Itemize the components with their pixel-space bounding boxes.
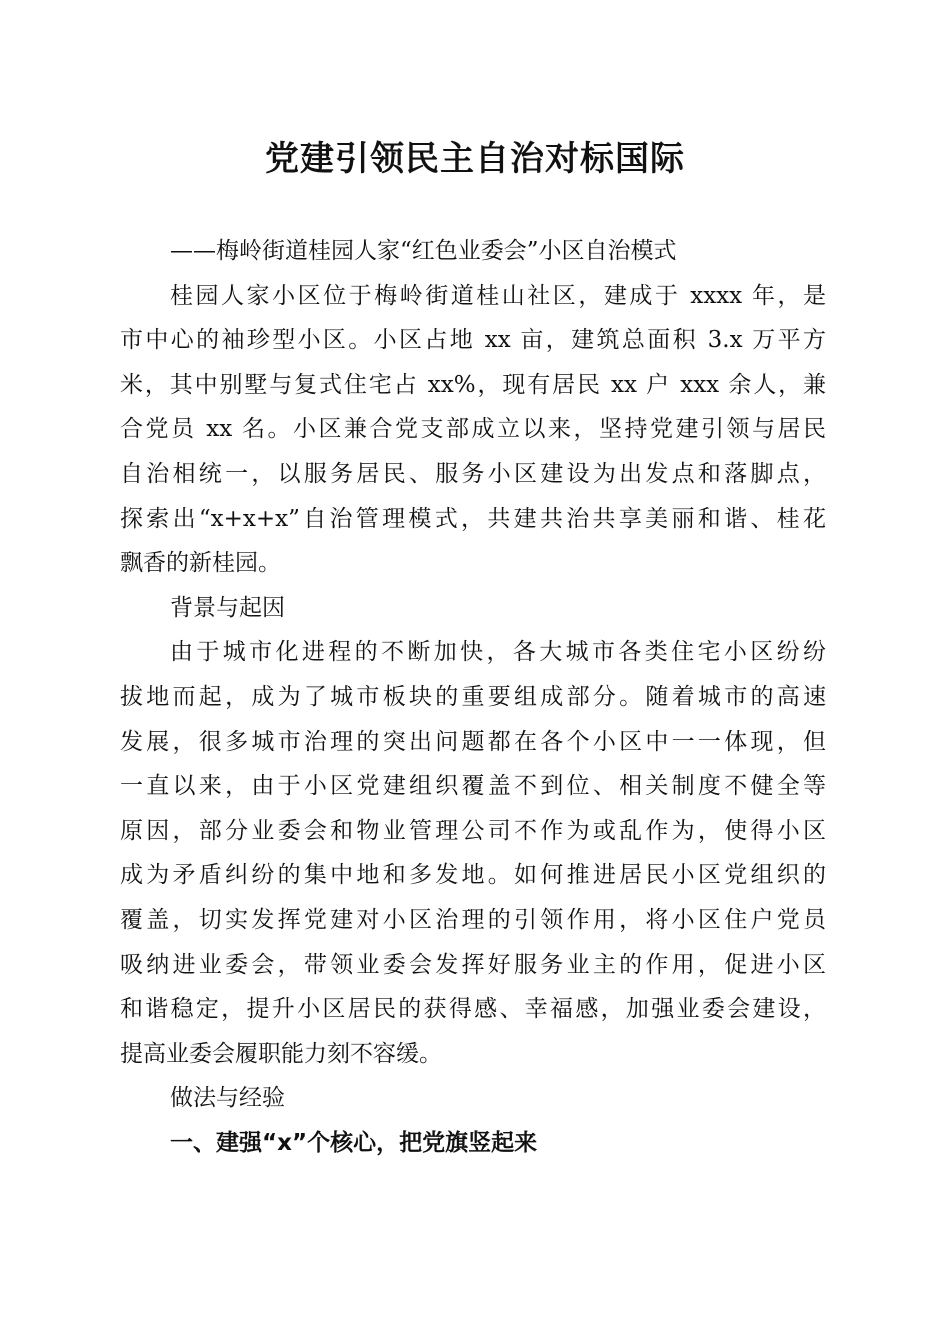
document-body [120, 229, 826, 1165]
paragraph-line: 一直以来，由于小区党建组织覆盖不到位、相关制度不健全等 [120, 773, 826, 800]
paragraph-line: 飘香的新桂园。 [120, 550, 281, 577]
paragraph-line: 由于城市化进程的不断加快，各大城市各类住宅小区纷纷 [170, 639, 826, 666]
paragraph-line: 自治相统一，以服务居民、服务小区建设为出发点和落脚点， [120, 460, 826, 487]
paragraph-line: 吸纳进业委会，带领业委会发挥好服务业主的作用，促进小区 [120, 951, 826, 978]
paragraph-line: 和谐稳定，提升小区居民的获得感、幸福感，加强业委会建设， [120, 996, 826, 1023]
subheading-core: 一、建强“x”个核心，把党旗竖起来 [170, 1129, 538, 1156]
section-heading-background: 背景与起因 [170, 594, 285, 621]
paragraph-line: 米，其中别墅与复式住宅占 xx%，现有居民 xx 户 xxx 余人，兼 [120, 371, 826, 398]
section-heading-practice: 做法与经验 [170, 1085, 285, 1112]
paragraph-line: 覆盖，切实发挥党建对小区治理的引领作用，将小区住户党员 [120, 906, 826, 933]
document-title: 党建引领民主自治对标国际 [265, 139, 685, 179]
paragraph-line: 提高业委会履职能力刻不容缓。 [120, 1040, 442, 1067]
paragraph-line: 原因，部分业委会和物业管理公司不作为或乱作为，使得小区 [120, 817, 826, 844]
subtitle: ——梅岭街道桂园人家“红色业委会”小区自治模式 [170, 238, 677, 264]
paragraph-line: 拔地而起，成为了城市板块的重要组成部分。随着城市的高速 [120, 683, 826, 710]
paragraph-line: 市中心的袖珍型小区。小区占地 xx 亩，建筑总面积 3.x 万平方 [120, 327, 826, 354]
paragraph-line: 成为矛盾纠纷的集中地和多发地。如何推进居民小区党组织的 [120, 862, 826, 889]
paragraph-line: 探索出“x+x+x”自治管理模式，共建共治共享美丽和谐、桂花 [120, 505, 826, 532]
paragraph-line: 桂园人家小区位于梅岭街道桂山社区，建成于 xxxx 年，是 [170, 282, 826, 309]
paragraph-line: 发展，很多城市治理的突出问题都在各个小区中一一体现，但 [120, 728, 826, 755]
paragraph-line: 合党员 xx 名。小区兼合党支部成立以来，坚持党建引领与居民 [120, 416, 826, 443]
